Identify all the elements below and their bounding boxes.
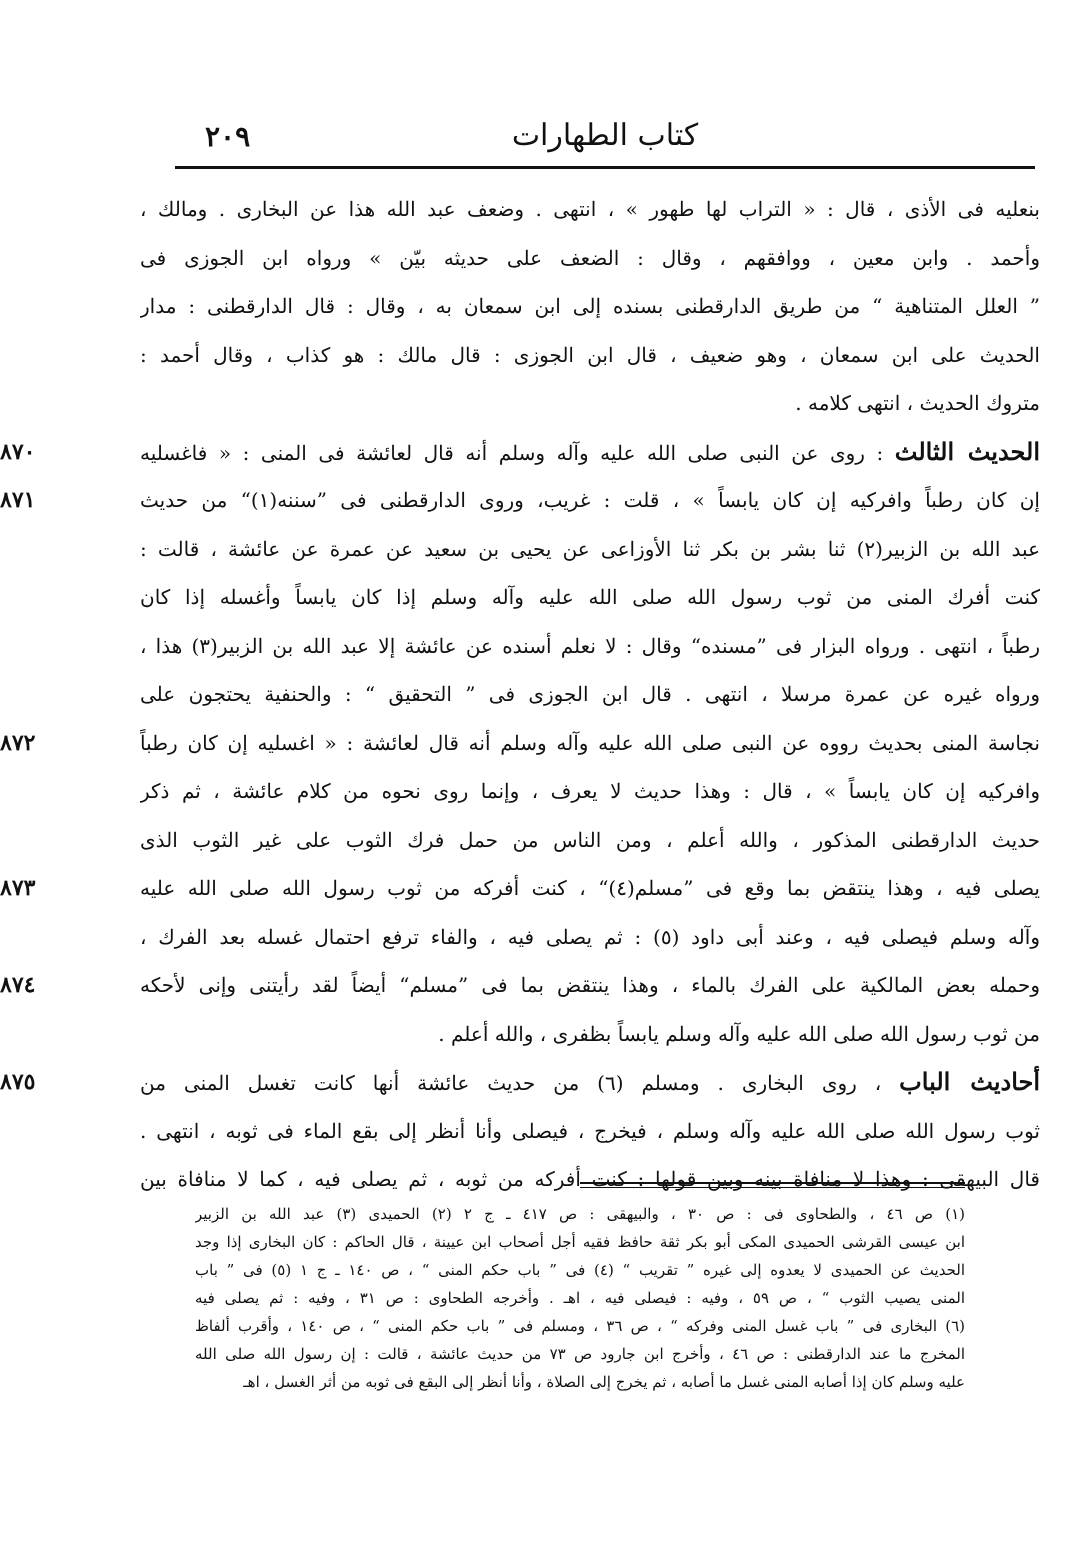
hadith-number: ٨٧٢: [0, 729, 36, 756]
text-line: متروك الحديث ، انتهى كلامه .: [795, 391, 1040, 415]
footnote-line: ابن عيسى القرشى الحميدى المكى أبو بكر ثقة حافظ فقيه أجل أصحاب ابن عيينة ، قال الحاكم : كان البخارى إذا وجد: [195, 1233, 965, 1251]
running-title: كتاب الطهارات: [511, 118, 699, 153]
hadith-line: ورواه غيره عن عمرة مرسلا ، انتهى . قال ابن الجوزى فى ” التحقيق “ : والحنفية يحتجون على: [140, 682, 1040, 706]
hadith-line: قال البيهقى : وهذا لا منافاة بينه وبين قولها : كنت أفركه من ثوبه ، ثم يصلى فيه ، كما لا منافاة بين: [140, 1167, 1040, 1191]
hadith-line: ثوب رسول الله صلى الله عليه وآله وسلم ، فيخرج ، فيصلى وأنا أنظر إلى بقع الماء فى ثوبه ، انتهى .: [140, 1118, 1040, 1143]
text-line: ” العلل المتناهية “ من طريق الدارقطنى بسنده إلى ابن سمعان به ، وقال : قال الدارقطنى : مدار: [140, 294, 1040, 318]
hadith-line: نجاسة المنى بحديث رووه عن النبى صلى الله عليه وآله وسلم أنه قال لعائشة : « اغسليه إن كان رطباً ٨٧٢: [140, 719, 1040, 768]
hadith-line: كنت أفرك المنى من ثوب رسول الله صلى الله عليه وآله وسلم إذا كان يابساً وأغسله إذا كان: [140, 585, 1040, 609]
footnote-separator: [580, 1182, 965, 1184]
footnote-line: المخرج ما عند الدارقطنى : ص ٤٦ ، وأخرج ابن جارود ص ٧٣ من حديث عائشة ، قالت : إن رسول الله صلى الله: [195, 1345, 965, 1363]
footnote-line: المنى يصيب الثوب “ ، ص ٥٩ ، وفيه : فيصلى فيه ، اهـ . وأخرجه الطحاوى : ص ٣١ ، وفيه : ثم يصلى فيه: [195, 1289, 965, 1307]
hadith-number: ٨٧٥: [0, 1069, 36, 1095]
header-rule: [175, 166, 1035, 169]
footnote-line: (١) ص ٤٦ ، والطحاوى فى : ص ٣٠ ، والبيهقى : ص ٤١٧ ـ ج ٢ (٢) الحميدى (٣) عبد الله بن الزبير: [195, 1205, 965, 1223]
hadith-line: رطباً ، انتهى . ورواه البزار فى ”مسنده“ وقال : لا نعلم أسنده عن عائشة إلا عبد الله بن الزبير(٣) هذا ،: [140, 633, 1040, 658]
hadith-number: ٨٧١: [0, 487, 36, 513]
text-line: وأحمد . وابن معين ، ووافقهم ، وقال : الضعف على حديثه بيّن » ورواه ابن الجوزى فى: [140, 245, 1040, 270]
hadith-line: أحاديث الباب ، روى البخارى . ومسلم (٦) من حديث عائشة أنها كانت تغسل المنى من ٨٧٥: [140, 1058, 1040, 1107]
page-header: [175, 112, 1035, 160]
hadith-number: ٨٧٠: [0, 438, 36, 465]
hadith-line: من ثوب رسول الله صلى الله عليه وآله وسلم يابساً بظفرى ، والله أعلم .: [438, 1021, 1040, 1046]
hadith-line: الحديث الثالث : روى عن النبى صلى الله عليه وآله وسلم أنه قال لعائشة فى المنى : « فاغسليه ٨٧٠: [140, 428, 1040, 477]
hadith-number: ٨٧٣: [0, 875, 36, 901]
footnote-separator: [580, 1187, 965, 1188]
hadith-line: عبد الله بن الزبير(٢) ثنا بشر بن بكر ثنا الأوزاعى عن يحيى بن سعيد عن عمرة عن عائشة ، قالت :: [140, 536, 1040, 561]
footnotes: [195, 1200, 965, 1396]
hadith-number: ٨٧٤: [0, 972, 36, 998]
section-heading: الحديث الثالث: [894, 436, 1040, 466]
page-number: ٢٠٩: [205, 120, 251, 153]
hadith-line: إن كان رطباً وافركيه إن كان يابساً » ، قلت : غريب، وروى الدارقطنى فى ”سننه(١)“ من حديث ٨٧١: [140, 476, 1040, 525]
hadith-line: وافركيه إن كان يابساً » ، قال : وهذا حديث لا يعرف ، وإنما روى نحوه من كلام عائشة ، ثم ذكر: [140, 779, 1040, 803]
hadith-line: وحمله بعض المالكية على الفرك بالماء ، وهذا ينتقض بما فى ”مسلم“ أيضاً لقد رأيتنى وإنى لأحكه ٨٧٤: [140, 961, 1040, 1010]
hadith-line: وآله وسلم فيصلى فيه ، وعند أبى داود (٥) : ثم يصلى فيه ، والفاء ترفع احتمال غسله بعد الفرك ،: [140, 924, 1040, 949]
footnote-line: (٦) البخارى فى ” باب غسل المنى وفركه “ ، ص ٣٦ ، ومسلم فى ” باب حكم المنى “ ، ص ١٤٠ ، وأقرب ألفاظ: [195, 1317, 965, 1335]
main-text: [0, 185, 1040, 1204]
section-heading: أحاديث الباب: [899, 1067, 1040, 1096]
footnote-line: الحديث عن الحميدى لا يعدوه إلى غيره ” تقريب “ (٤) فى ” باب حكم المنى “ ، ص ١٤٠ ـ ج ١ (٥) فى ” باب: [195, 1261, 965, 1279]
hadith-line: حديث الدارقطنى المذكور ، والله أعلم ، ومن الناس من حمل فرك الثوب على غير الثوب الذى: [140, 827, 1040, 852]
footnote-line: عليه وسلم كان إذا أصابه المنى غسل ما أصابه ، ثم يخرج إلى الصلاة ، وأنا أنظر إلى البقع فى ثوبه من أثر الغسل ، اهـ: [243, 1373, 965, 1391]
text-line: بنعليه فى الأذى ، قال : « التراب لها طهور » ، انتهى . وضعف عبد الله هذا عن البخارى . ومالك ،: [140, 197, 1040, 221]
hadith-line: يصلى فيه ، وهذا ينتقض بما وقع فى ”مسلم(٤)“ ، كنت أفركه من ثوب رسول الله صلى الله عليه ٨٧٣: [140, 864, 1040, 913]
text-line: الحديث على ابن سمعان ، وهو ضعيف ، قال ابن الجوزى : قال مالك : هو كذاب ، وقال أحمد :: [140, 342, 1040, 367]
